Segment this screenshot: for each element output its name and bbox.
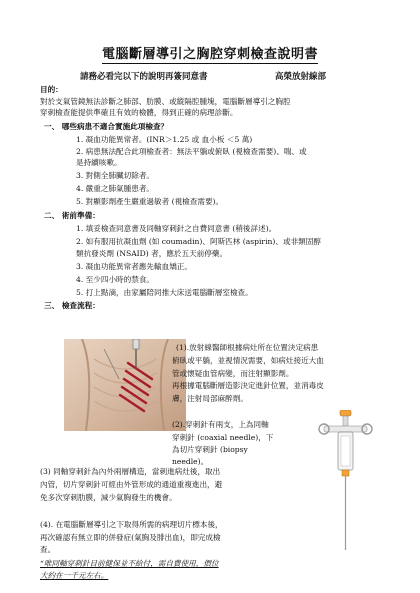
step-1-line: 俯臥或平躺，並視情況需要，如病灶接近大血 — [172, 356, 324, 365]
cost-note-line: “唯同軸穿刺針目前健保並不給付，需自費使用，價位 — [40, 559, 219, 568]
section-1-item: 1. 凝血功能異常者。(INR＞1.25 或 血小板 ＜5 萬) — [76, 135, 253, 144]
department-name: 高榮放射線部 — [275, 72, 327, 82]
step-2-line: needle)。 — [172, 457, 209, 466]
cost-note-line: 大約在一千元左右。 — [40, 571, 109, 580]
purpose-line: 對於支氣管鏡無法診斷之肺部、肋膜、或縱隔腔腫塊，電腦斷層導引之胸腔 — [40, 97, 291, 106]
document-title: 電腦斷層導引之胸腔穿刺檢查說明書 — [101, 47, 318, 62]
section-1-item: 3. 對側全肺臟切除者。 — [76, 171, 155, 180]
needle-drawing — [318, 410, 373, 550]
step-1-line: 管或懷疑血管病變，而注射顯影劑。 — [172, 369, 294, 378]
step-1-line: 膚，注射局部麻醉劑。 — [172, 394, 248, 403]
purpose-line: 穿刺檢查能提供準確且有效的檢體，得到正確的病理診斷。 — [40, 108, 238, 117]
step-3-line: 免多次穿刺肋膜，減少氣胸發生的機會。 — [40, 493, 177, 502]
purpose-heading: 目的： — [40, 85, 63, 94]
section-2-item: 5. 打上點滴，由家屬陪同推大床送電腦斷層室檢查。 — [76, 288, 253, 297]
section-2-item: 1. 填妥檢查同意書及同軸穿刺針之自費同意書 (稍後詳述)。 — [76, 224, 277, 233]
section-2-item: 4. 至少四小時的禁食。 — [76, 275, 155, 284]
step-2-line: 穿刺針 (coaxial needle)，下 — [172, 433, 274, 442]
section-2-heading: 二、 術前準備： — [44, 211, 100, 220]
step-2-line: (2).穿刺針有兩支，上為同軸 — [172, 420, 269, 429]
step-1-line: 再根據電腦斷層造影決定進針位置，並消毒皮 — [172, 381, 324, 390]
step-2-line: 為切片穿刺針 (biopsy — [172, 445, 248, 454]
step-4-line: 再次確認有無立即的併發症(氣胸及腓出血)，即完成檢 — [40, 533, 221, 542]
step-3-line: (3) 同軸穿刺針為內外兩層構造，當刺進病灶後，取出 — [40, 467, 221, 476]
section-2-item: 類抗發炎劑 (NSAID) 者，應於五天前停藥。 — [76, 249, 228, 258]
section-1-item: 2. 病患無法配合此項檢查者：無法平躺或俯臥 (視檢查需要)、喘、或 — [76, 147, 307, 156]
step-1-line: (1).放射線醫師根據病灶所在位置決定病患 — [176, 343, 319, 352]
section-2-item: 3. 凝血功能異常者應先輸血矯正。 — [76, 262, 192, 271]
section-2-item: 2. 如有服用抗凝血劑 (如 coumadin)、阿斯匹林 (aspirin)、或非類固醇 — [76, 237, 321, 246]
step-4-line: 查。 — [40, 545, 56, 554]
step-3-line: 內管，切片穿刺針可經由外管形成的通道重複進出，避 — [40, 480, 223, 489]
step-4-line: (4). 在電腦斷層導引之下取得所需的病理切片標本後， — [40, 520, 223, 529]
section-3-heading: 三、 檢查流程： — [44, 301, 100, 310]
chest-biopsy-drawing — [64, 339, 186, 431]
section-1-item: 是持續咳嗽。 — [76, 158, 122, 167]
consent-instruction: 請務必看完以下的說明再簽同意書 — [80, 72, 208, 82]
section-1-item: 5. 對顯影劑產生嚴重過敏者 (視檢查需要)。 — [76, 197, 224, 206]
section-1-item: 4. 嚴重之肺氣腫患者。 — [76, 184, 155, 193]
coaxial-needle-image — [318, 410, 373, 550]
chest-biopsy-illustration — [64, 339, 186, 431]
section-1-heading: 一、 哪些病患不適合實施此項檢查？ — [44, 122, 169, 131]
